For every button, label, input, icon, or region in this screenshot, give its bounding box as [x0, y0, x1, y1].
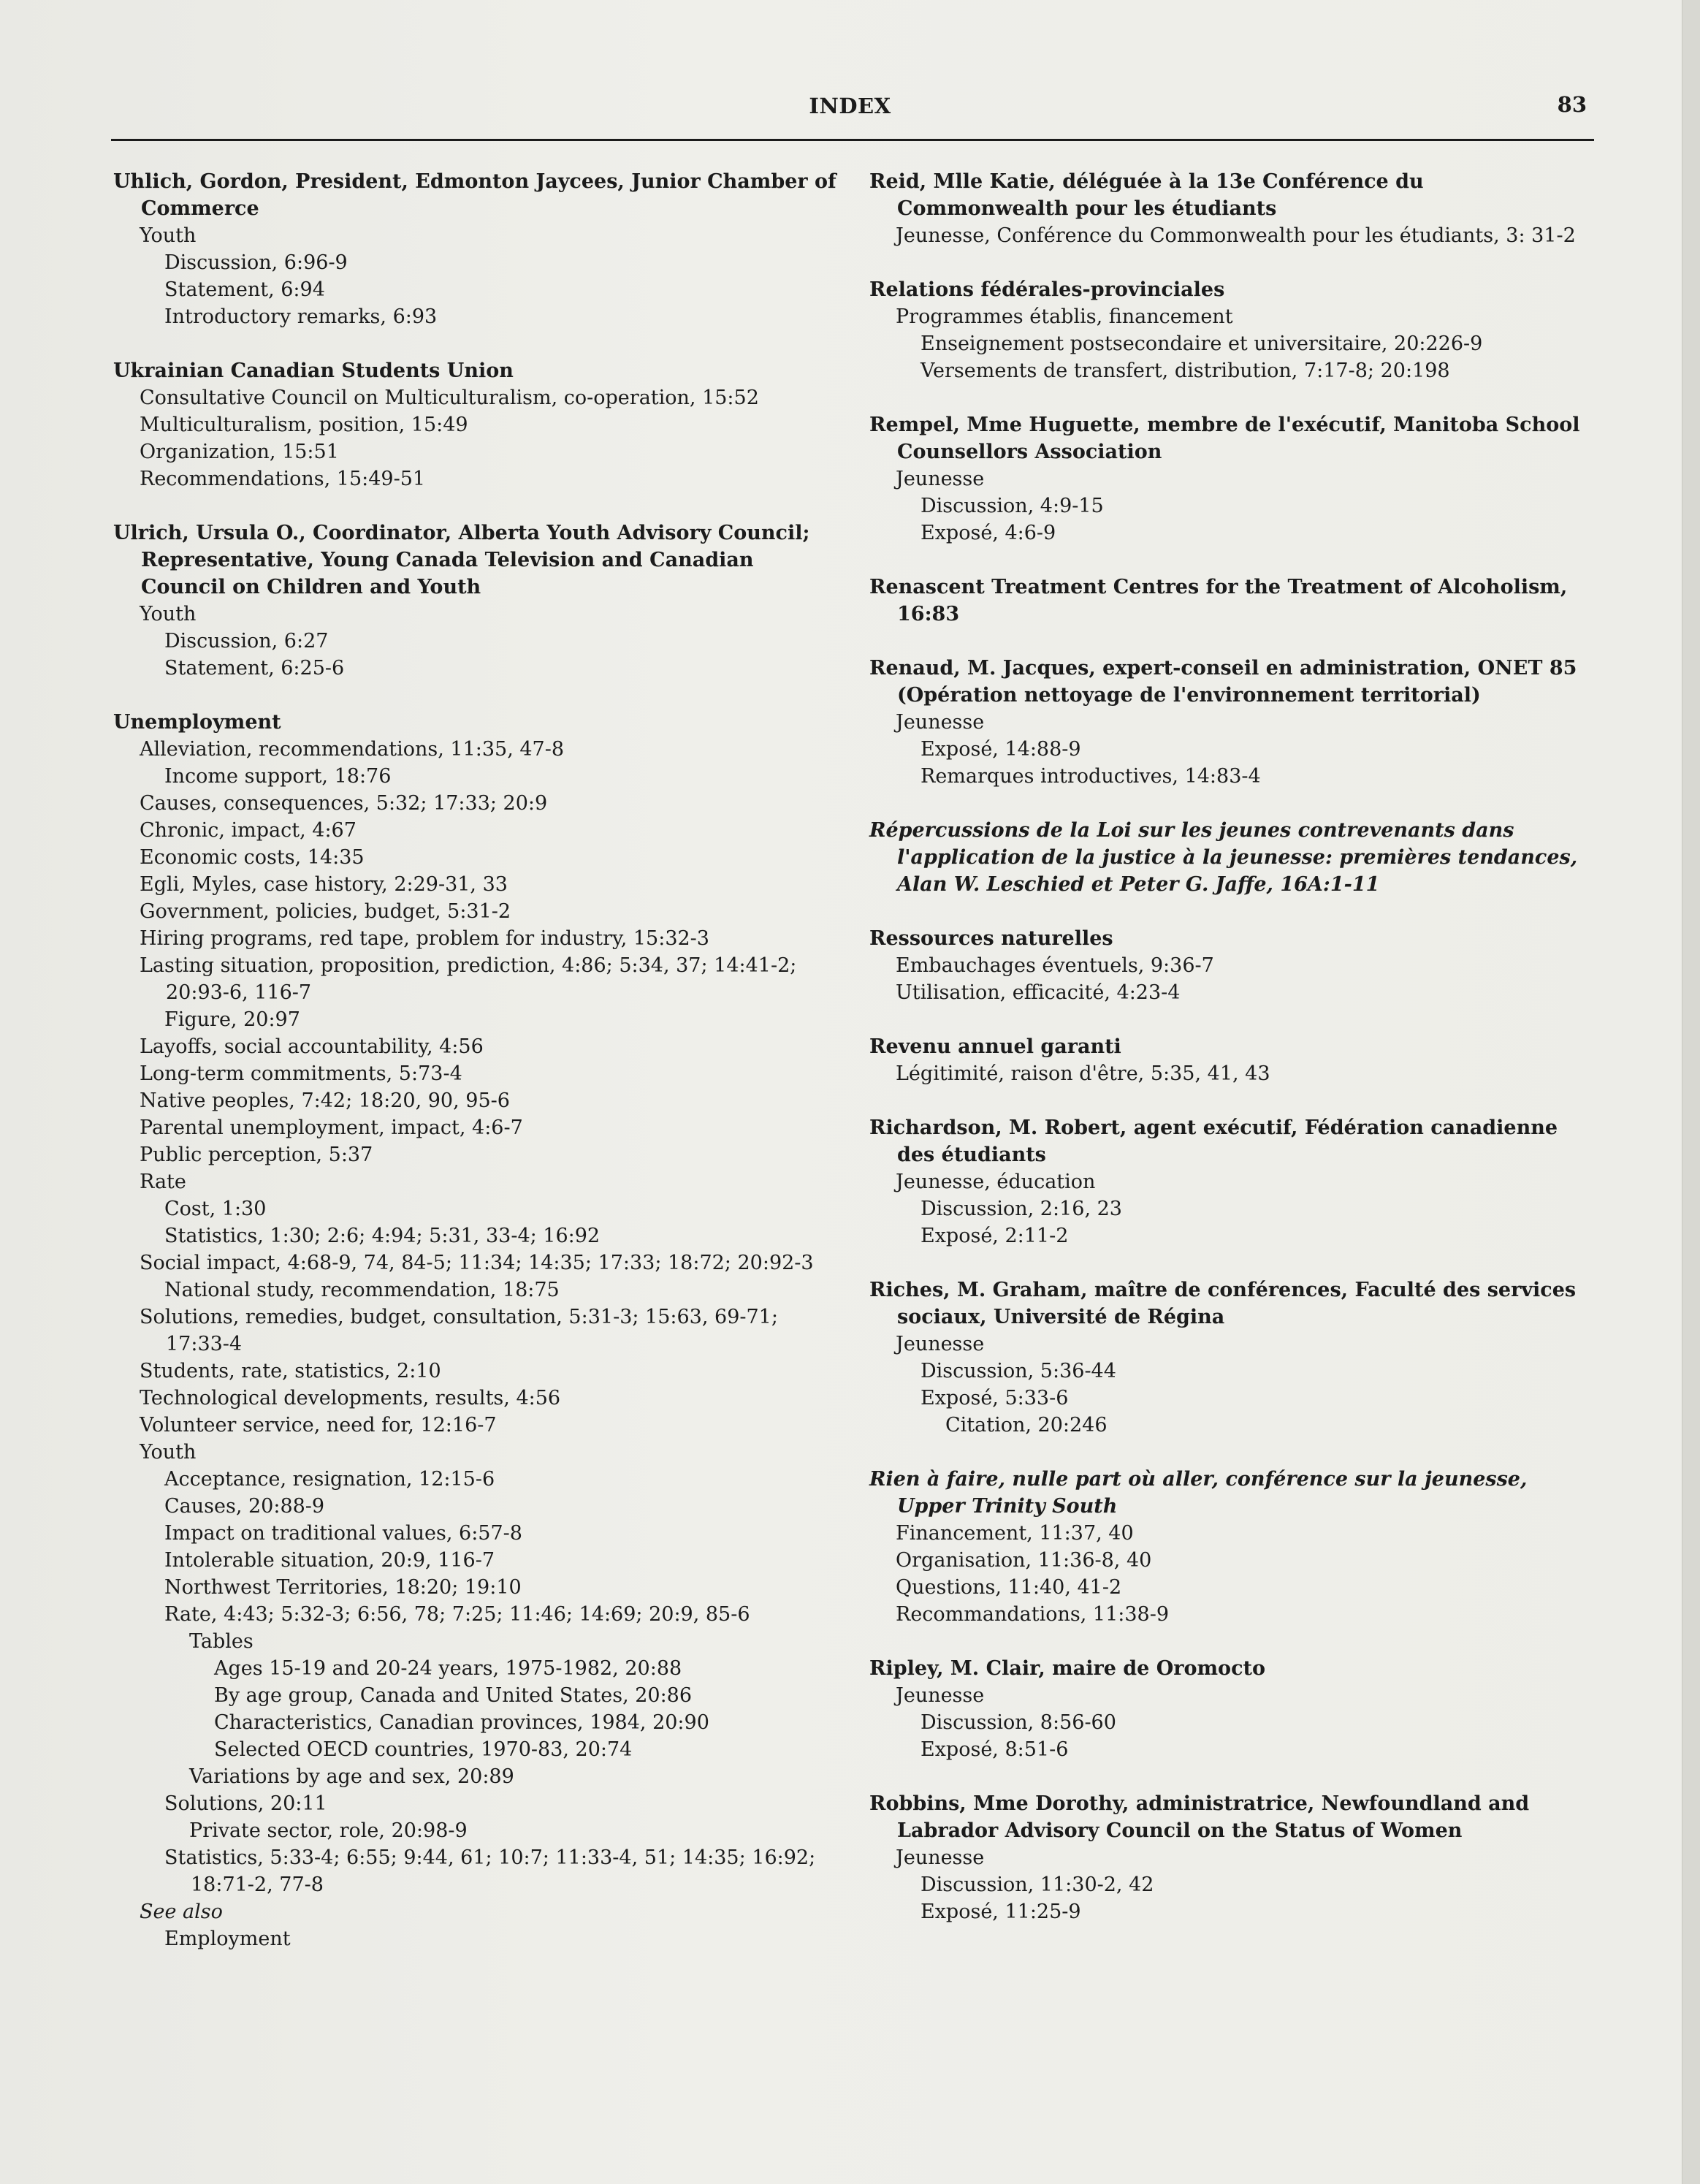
right-column: [869, 168, 1593, 1952]
index-subentry: Légitimité, raison d'être, 5:35, 41, 43: [896, 1062, 1270, 1085]
index-subentry: Exposé, 4:6-9: [920, 522, 1056, 544]
index-subentry: Intolerable situation, 20:9, 116-7: [164, 1549, 495, 1572]
index-subentry: Jeunesse: [896, 1846, 985, 1869]
index-entry: [869, 925, 1593, 1006]
index-subentry: Organization, 15:51: [140, 441, 339, 463]
index-subentry: Multiculturalism, position, 15:49: [140, 414, 468, 436]
index-subentry: Students, rate, statistics, 2:10: [140, 1360, 441, 1382]
index-subentry: Organisation, 11:36-8, 40: [896, 1549, 1152, 1572]
index-subentry: Youth: [140, 1441, 197, 1464]
index-subentry: Jeunesse: [896, 468, 985, 490]
index-subentry: Parental unemployment, impact, 4:6-7: [140, 1116, 523, 1139]
index-entry-heading: Ukrainian Canadian Students Union: [113, 359, 514, 382]
index-subentry: Chronic, impact, 4:67: [140, 819, 357, 842]
index-entry: [869, 1655, 1593, 1763]
index-subentry: Figure, 20:97: [164, 1008, 300, 1031]
index-subentry: Embauchages éventuels, 9:36-7: [896, 954, 1214, 977]
index-subentry: Jeunesse, éducation: [896, 1171, 1096, 1193]
index-subentry: Discussion, 4:9-15: [920, 495, 1104, 517]
index-subentry: Versements de transfert, distribution, 7:17-8; 20:198: [920, 359, 1450, 382]
index-subentry: Lasting situation, proposition, prediction, 4:86; 5:34, 37; 14:41-2; 20:93-6, 116-7: [140, 954, 797, 1004]
index-subentry: Discussion, 8:56-60: [920, 1711, 1116, 1734]
index-subentry: See also: [140, 1900, 223, 1923]
index-subentry: Government, policies, budget, 5:31-2: [140, 900, 511, 923]
index-entry-heading: Riches, M. Graham, maître de conférences, Faculté des services sociaux, Université de Régina: [869, 1279, 1577, 1328]
index-subentry: Remarques introductives, 14:83-4: [920, 765, 1261, 788]
index-entry: [869, 655, 1593, 790]
index-subentry: Programmes établis, financement: [896, 305, 1233, 328]
index-entry-heading: Richardson, M. Robert, agent exécutif, Fédération canadienne des étudiants: [869, 1116, 1558, 1166]
index-entry-heading: Répercussions de la Loi sur les jeunes contrevenants dans l'application de la justice à la jeunesse: premières tendances, Alan W. Leschied et Peter G. Jaffe, 16A:1-11: [869, 819, 1578, 896]
index-subentry: Characteristics, Canadian provinces, 1984, 20:90: [214, 1711, 709, 1734]
index-entry-heading: Revenu annuel garanti: [869, 1035, 1121, 1058]
index-subentry: Jeunesse, Conférence du Commonwealth pour les étudiants, 3: 31-2: [896, 224, 1576, 247]
index-subentry: Youth: [140, 224, 197, 247]
index-subentry: Discussion, 11:30-2, 42: [920, 1873, 1154, 1896]
book-spine-shadow: [1682, 0, 1700, 2184]
index-entry-heading: Renascent Treatment Centres for the Treatment of Alcoholism, 16:83: [869, 576, 1568, 625]
index-subentry: Tables: [189, 1630, 254, 1653]
index-subentry: Statement, 6:94: [164, 278, 325, 301]
index-subentry: Egli, Myles, case history, 2:29-31, 33: [140, 873, 508, 896]
index-subentry: Exposé, 14:88-9: [920, 738, 1081, 761]
header-rule: [111, 139, 1594, 141]
index-subentry: Discussion, 2:16, 23: [920, 1198, 1122, 1220]
index-entry: [869, 168, 1593, 249]
index-subentry: Financement, 11:37, 40: [896, 1522, 1134, 1545]
index-entry-heading: Renaud, M. Jacques, expert-conseil en administration, ONET 85 (Opération nettoyage de l'environnement territorial): [869, 657, 1577, 707]
index-subentry: Statement, 6:25-6: [164, 657, 345, 680]
index-subentry: Consultative Council on Multiculturalism, co-operation, 15:52: [140, 387, 759, 409]
index-subentry: Exposé, 11:25-9: [920, 1900, 1081, 1923]
page-title: INDEX: [809, 94, 891, 118]
index-subentry: Cost, 1:30: [164, 1198, 267, 1220]
index-subentry: Social impact, 4:68-9, 74, 84-5; 11:34; 14:35; 17:33; 18:72; 20:92-3: [140, 1252, 814, 1274]
index-subentry: Introductory remarks, 6:93: [164, 305, 438, 328]
index-subentry: Native peoples, 7:42; 18:20, 90, 95-6: [140, 1089, 510, 1112]
index-subentry: Jeunesse: [896, 711, 985, 734]
index-entry-heading: Uhlich, Gordon, President, Edmonton Jaycees, Junior Chamber of Commerce: [113, 170, 836, 220]
index-entry: [869, 276, 1593, 384]
index-subentry: Jeunesse: [896, 1333, 985, 1355]
index-subentry: Enseignement postsecondaire et universitaire, 20:226-9: [920, 332, 1483, 355]
index-subentry: Citation, 20:246: [945, 1414, 1108, 1437]
index-subentry: Youth: [140, 603, 197, 625]
index-subentry: Volunteer service, need for, 12:16-7: [140, 1414, 497, 1437]
index-subentry: Causes, 20:88-9: [164, 1495, 325, 1518]
index-entry-heading: Ulrich, Ursula O., Coordinator, Alberta Youth Advisory Council; Representative, Young Canada Television and Canadian Council on Children and Youth: [113, 522, 810, 598]
index-subentry: Statistics, 5:33-4; 6:55; 9:44, 61; 10:7; 11:33-4, 51; 14:35; 16:92; 18:71-2, 77-8: [164, 1846, 816, 1896]
index-subentry: Hiring programs, red tape, problem for industry, 15:32-3: [140, 927, 709, 950]
index-entry-heading: Ressources naturelles: [869, 927, 1113, 950]
index-entry: [869, 1276, 1593, 1439]
index-entry: [869, 817, 1593, 898]
index-subentry: Acceptance, resignation, 12:15-6: [164, 1468, 495, 1491]
index-entry: [869, 411, 1593, 547]
index-entry-heading: Reid, Mlle Katie, déléguée à la 13e Conférence du Commonwealth pour les étudiants: [869, 170, 1424, 220]
index-entry-heading: Robbins, Mme Dorothy, administratrice, Newfoundland and Labrador Advisory Council on the Status of Women: [869, 1792, 1530, 1842]
index-entry: [869, 1033, 1593, 1087]
index-entry-heading: Relations fédérales-provinciales: [869, 278, 1225, 301]
index-subentry: Statistics, 1:30; 2:6; 4:94; 5:31, 33-4; 16:92: [164, 1225, 601, 1247]
index-subentry: By age group, Canada and United States, 20:86: [214, 1684, 693, 1707]
index-entry-heading: Rien à faire, nulle part où aller, conférence sur la jeunesse, Upper Trinity South: [869, 1468, 1528, 1518]
index-subentry: Jeunesse: [896, 1684, 985, 1707]
index-subentry: Variations by age and sex, 20:89: [189, 1765, 514, 1788]
index-subentry: Selected OECD countries, 1970-83, 20:74: [214, 1738, 633, 1761]
index-entry: [113, 168, 840, 330]
index-subentry: Questions, 11:40, 41-2: [896, 1576, 1122, 1599]
index-subentry: Income support, 18:76: [164, 765, 392, 788]
index-subentry: National study, recommendation, 18:75: [164, 1279, 560, 1301]
index-subentry: Rate, 4:43; 5:32-3; 6:56, 78; 7:25; 11:46; 14:69; 20:9, 85-6: [164, 1603, 750, 1626]
index-subentry: Utilisation, efficacité, 4:23-4: [896, 981, 1181, 1004]
index-entry-heading: Ripley, M. Clair, maire de Oromocto: [869, 1657, 1265, 1680]
index-entry-heading: Unemployment: [113, 711, 281, 734]
index-subentry: Impact on traditional values, 6:57-8: [164, 1522, 522, 1545]
index-subentry: Rate: [140, 1171, 186, 1193]
index-entry: [869, 1790, 1593, 1925]
left-column: [113, 168, 840, 1979]
index-entry-heading: Rempel, Mme Huguette, membre de l'exécutif, Manitoba School Counsellors Association: [869, 414, 1580, 463]
index-entry: [113, 709, 840, 1952]
index-subentry: Discussion, 6:27: [164, 630, 329, 652]
index-subentry: Private sector, role, 20:98-9: [189, 1819, 468, 1842]
index-subentry: Alleviation, recommendations, 11:35, 47-8: [140, 738, 565, 761]
index-subentry: Recommandations, 11:38-9: [896, 1603, 1170, 1626]
index-subentry: Discussion, 5:36-44: [920, 1360, 1116, 1382]
index-subentry: Public perception, 5:37: [140, 1144, 373, 1166]
index-entry: [869, 1114, 1593, 1249]
index-subentry: Recommendations, 15:49-51: [140, 468, 426, 490]
index-subentry: Solutions, 20:11: [164, 1792, 327, 1815]
index-subentry: Technological developments, results, 4:56: [140, 1387, 561, 1409]
index-subentry: Employment: [164, 1928, 291, 1950]
page-number: 83: [1557, 92, 1587, 117]
index-subentry: Solutions, remedies, budget, consultation, 5:31-3; 15:63, 69-71; 17:33-4: [140, 1306, 778, 1355]
index-entry: [113, 357, 840, 492]
index-entry: [869, 574, 1593, 628]
index-entry: [113, 520, 840, 682]
index-subentry: Exposé, 8:51-6: [920, 1738, 1069, 1761]
index-subentry: Northwest Territories, 18:20; 19:10: [164, 1576, 522, 1599]
index-subentry: Layoffs, social accountability, 4:56: [140, 1035, 484, 1058]
index-subentry: Long-term commitments, 5:73-4: [140, 1062, 462, 1085]
index-subentry: Causes, consequences, 5:32; 17:33; 20:9: [140, 792, 548, 815]
index-subentry: Exposé, 2:11-2: [920, 1225, 1069, 1247]
index-subentry: Economic costs, 14:35: [140, 846, 365, 869]
index-subentry: Discussion, 6:96-9: [164, 251, 348, 274]
index-subentry: Exposé, 5:33-6: [920, 1387, 1069, 1409]
index-entry: [869, 1466, 1593, 1628]
index-subentry: Ages 15-19 and 20-24 years, 1975-1982, 20:88: [214, 1657, 682, 1680]
